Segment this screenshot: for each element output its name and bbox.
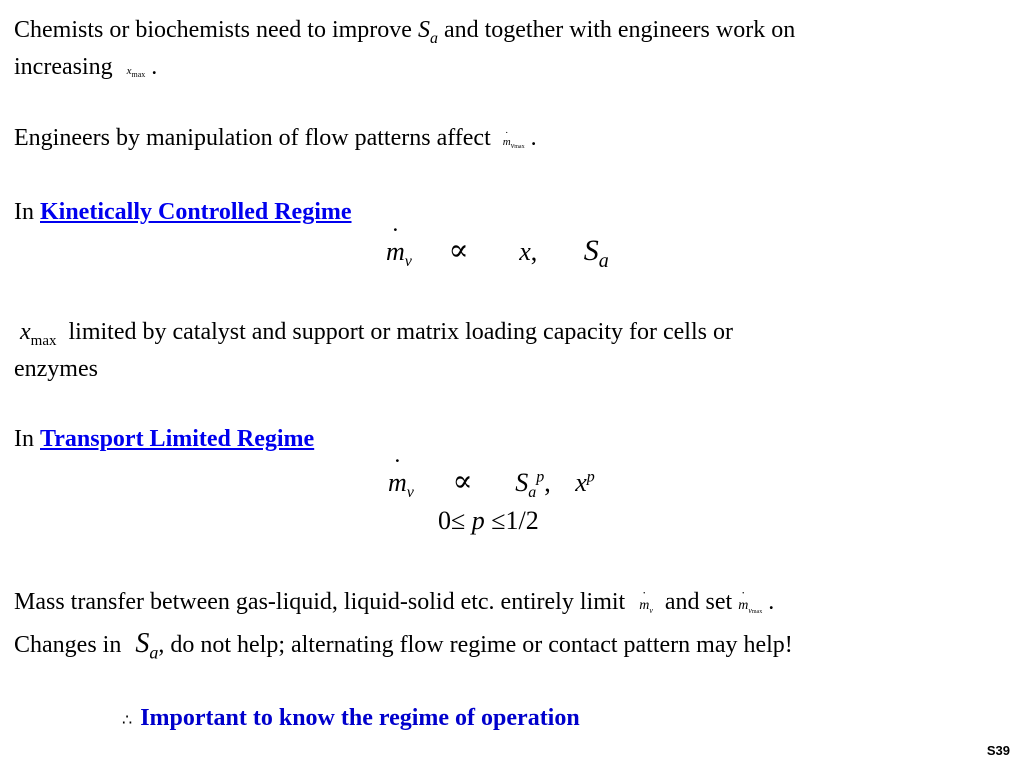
paragraph-4-text-b: and set [658, 589, 739, 615]
section-2-prefix: In [14, 426, 40, 452]
section-2-heading [14, 425, 314, 453]
paragraph-1-text-a: Chemists or biochemists need to improve [14, 17, 418, 43]
kinetically-controlled-regime-link[interactable]: Kinetically Controlled Regime [40, 199, 352, 225]
page-number: S39 [986, 743, 1010, 758]
paragraph-2 [14, 124, 537, 156]
equation-kinetic [386, 233, 609, 272]
math-sa-p: $S_a^p$ [515, 468, 545, 502]
paragraph-1-line-1 [14, 16, 796, 47]
math-xmax: $x_{max}$ [126, 65, 146, 80]
paragraph-4-text-c: . [768, 589, 775, 615]
math-xmax-medium: $x_{max}$ [20, 319, 57, 349]
math-mv-max-small: ˙ $m_{vmax}$ [503, 136, 525, 148]
paragraph-4-text-e: , do not help; alternating flow regime or contact pattern may help! [158, 632, 793, 658]
math-mv: ˙ $m_v$ [388, 468, 414, 497]
conclusion-text: Important to know the regime of operation [140, 705, 580, 731]
paragraph-4-line-1 [14, 588, 774, 620]
math-x-p: $x^p$ [575, 468, 595, 497]
conclusion [122, 704, 580, 735]
paragraph-1-text-d: . [151, 54, 158, 80]
section-1-heading [14, 198, 352, 226]
math-comma: , [544, 468, 551, 497]
math-p-range: 0≤ p ≤1/2 [438, 506, 539, 535]
proportional-symbol: ∝ [452, 465, 473, 498]
paragraph-3-text-a: limited by catalyst and support or matrix loading capacity for cells or [62, 319, 733, 345]
therefore-symbol: ∴ [122, 712, 133, 729]
transport-limited-regime-link[interactable]: Transport Limited Regime [40, 426, 315, 452]
math-comma: , [530, 237, 538, 266]
math-mv-small: ˙ $m_v$ [639, 598, 653, 613]
math-mv: ˙ $m_v$ [386, 237, 412, 266]
paragraph-3-line-1 [20, 318, 733, 349]
math-sa-medium: $S_a$ [135, 628, 159, 663]
paragraph-4-line-2 [14, 628, 793, 663]
math-sa: $S_a$ [417, 17, 438, 47]
paragraph-3-text-b: enzymes [14, 356, 98, 382]
paragraph-2-text-a: Engineers by manipulation of flow patterns affect [14, 125, 497, 151]
paragraph-3-line-2 [14, 355, 98, 383]
math-mv-max-small: ˙ $m_{vmax}$ [738, 598, 762, 613]
paragraph-1-text-c: increasing [14, 54, 119, 80]
proportional-symbol: ∝ [448, 234, 469, 267]
paragraph-4-text-d: Changes in [14, 632, 128, 658]
equation-transport [388, 464, 595, 502]
paragraph-1-line-2 [14, 53, 157, 85]
paragraph-4-text-a: Mass transfer between gas-liquid, liquid-solid etc. entirely limit [14, 589, 632, 615]
section-1-prefix: In [14, 199, 40, 225]
paragraph-1-text-b: and together with engineers work on [437, 17, 796, 43]
paragraph-2-text-b: . [530, 125, 537, 151]
math-sa-large: $S_a$ [583, 234, 609, 272]
equation-p-range [438, 506, 539, 536]
math-x: x [519, 237, 531, 266]
